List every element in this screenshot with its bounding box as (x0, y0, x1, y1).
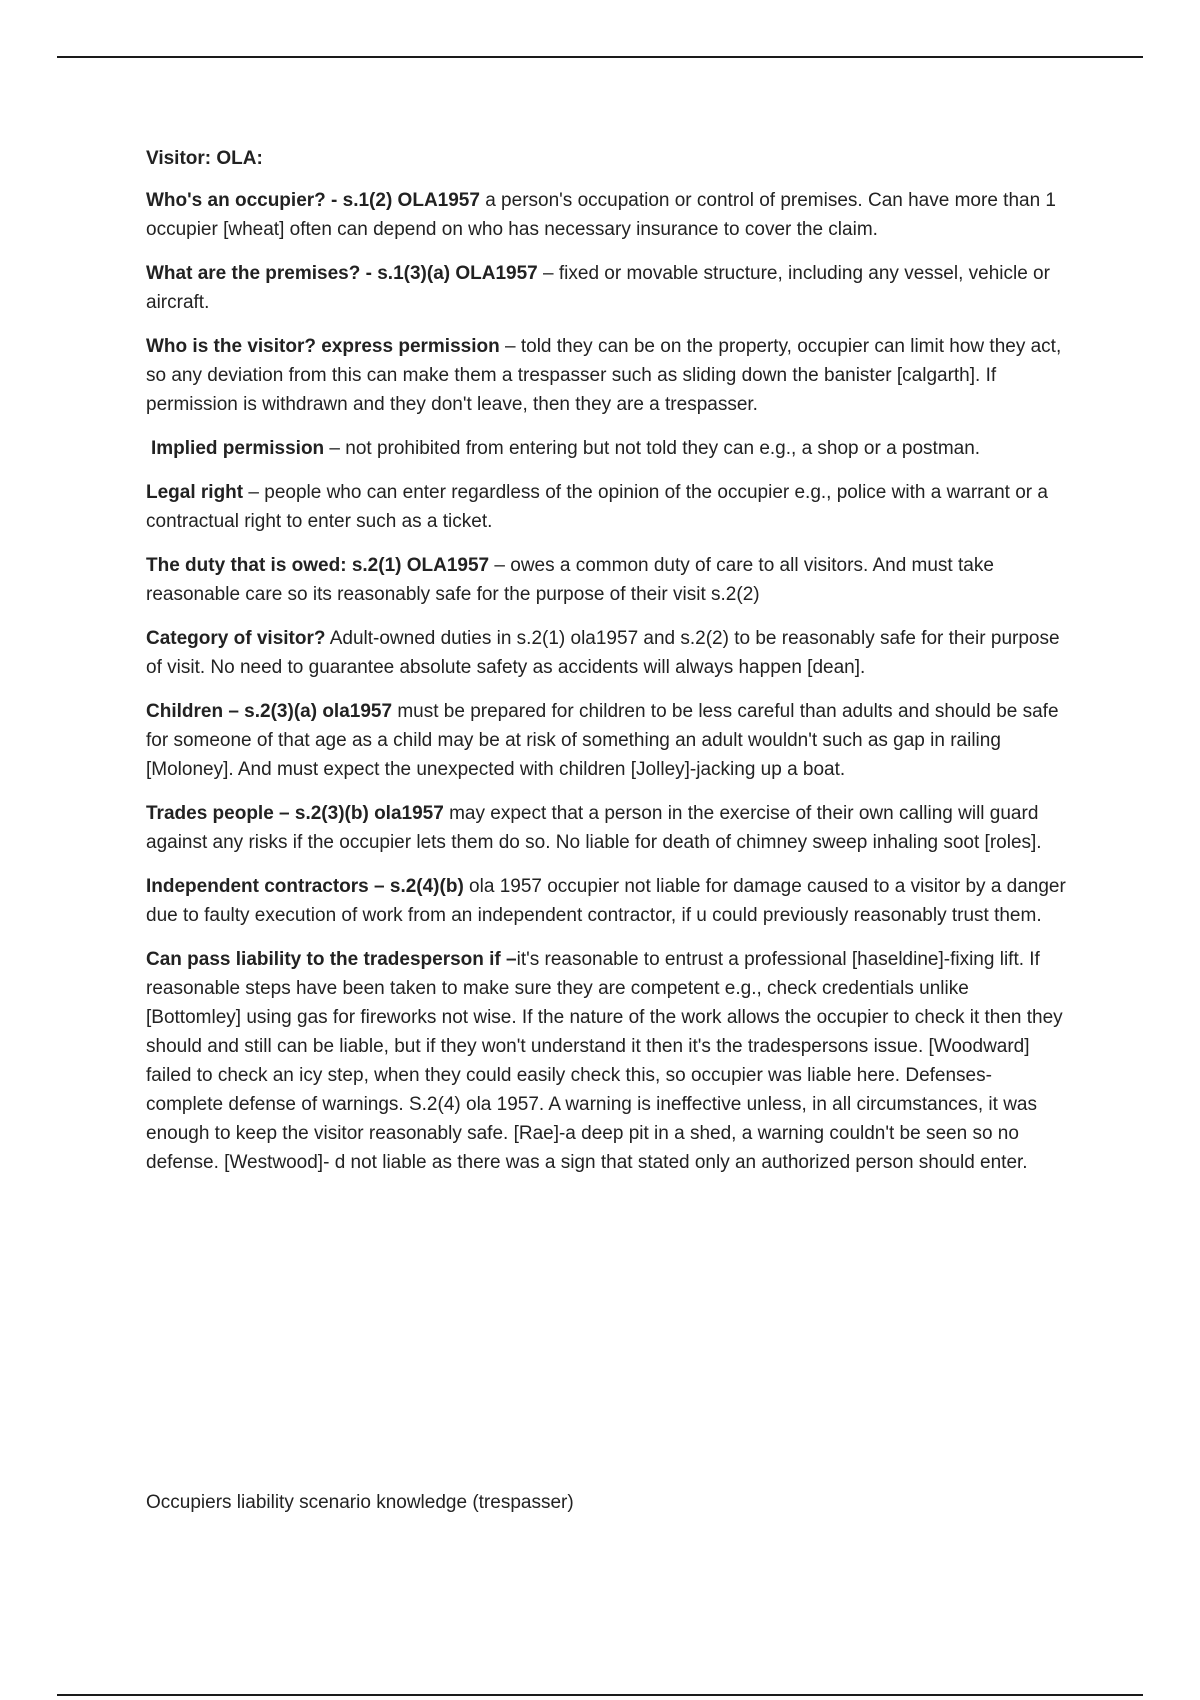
paragraph-pass-liability (146, 945, 1066, 1177)
paragraph-duty-owed (146, 551, 1066, 609)
paragraph-term: Independent contractors – s.2(4)(b) (146, 876, 464, 897)
paragraph-text: ola 1957 occupier not liable for damage caused to a visitor by a danger due to faulty execution of work from an independent contractor, if u could previously reasonably trust them. (146, 876, 1066, 926)
paragraph-term: Who's an occupier? - s.1(2) OLA1957 (146, 190, 480, 211)
paragraph-text: – owes a common duty of care to all visitors. And must take reasonable care so its reasonably safe for the purpose of their visit s.2(2) (146, 555, 994, 605)
paragraph-text: must be prepared for children to be less careful than adults and should be safe for someone of that age as a child may be at risk of something an adult wouldn't such as gap in railing [Moloney]. And must expect the unexpected with children [Jolley]-jacking up a boat. (146, 701, 1059, 780)
next-section-title: Occupiers liability scenario knowledge (trespasser) (146, 1492, 574, 1513)
paragraph-term-section: - s.1(3)(a) OLA1957 (360, 263, 538, 284)
top-rule (57, 56, 1143, 58)
paragraph-term: Implied permission (151, 438, 325, 459)
paragraph-term: Children – s.2(3)(a) ola1957 (146, 701, 393, 722)
paragraph-term: Can pass liability to the tradesperson if – (146, 949, 517, 970)
document-body (146, 144, 1066, 1192)
paragraph-occupier (146, 186, 1066, 244)
paragraph-term: What are the premises? (146, 263, 361, 284)
paragraph-term: Who is the visitor? express permission (146, 336, 500, 357)
paragraph-term: Legal right (146, 482, 244, 503)
paragraph-premises (146, 259, 1066, 317)
paragraph-implied-permission (146, 434, 1066, 463)
paragraph-term: Trades people – s.2(3)(b) ola1957 (146, 803, 444, 824)
paragraph-text: it's reasonable to entrust a professional [haseldine]-fixing lift. If reasonable steps have been taken to make sure they are competent e.g., check credentials unlike [Bottomley] using gas for fireworks not wise. If the nature of the work allows the occupier to check it then they should and still can be liable, but if they won't understand it then it's the tradespersons issue. [Woodward] failed to check an icy step, when they could easily check this, so occupier was liable here. Defenses- complete defense of warnings. S.2(4) ola 1957. A warning is ineffective unless, in all circumstances, it was enough to keep the visitor reasonably safe. [Rae]-a deep pit in a shed, a warning couldn't be seen so no defense. [Westwood]- d not liable as there was a sign that stated only an authorized person should enter. (146, 949, 1063, 1173)
paragraph-text: – fixed or movable structure, including any vessel, vehicle or aircraft. (146, 263, 1050, 313)
bottom-rule (57, 1694, 1143, 1696)
paragraph-trades-people (146, 799, 1066, 857)
paragraph-text: Adult-owned duties in s.2(1) ola1957 and s.2(2) to be reasonably safe for their purpose of visit. No need to guarantee absolute safety as accidents will always happen [dean]. (146, 628, 1060, 678)
paragraph-term: Category of visitor? (146, 628, 326, 649)
paragraph-visitor-express (146, 332, 1066, 419)
paragraph-independent-contractors (146, 872, 1066, 930)
document-heading: Visitor: OLA: (146, 148, 263, 169)
paragraph-term: The duty that is owed: s.2(1) OLA1957 (146, 555, 490, 576)
paragraph-category-visitor (146, 624, 1066, 682)
paragraph-text: a person's occupation or control of premises. Can have more than 1 occupier [wheat] often can depend on who has necessary insurance to cover the claim. (146, 190, 1056, 240)
paragraph-text: may expect that a person in the exercise of their own calling will guard against any risks if the occupier lets them do so. No liable for death of chimney sweep inhaling soot [roles]. (146, 803, 1042, 853)
paragraph-children (146, 697, 1066, 784)
paragraph-text: – not prohibited from entering but not told they can e.g., a shop or a postman. (324, 438, 981, 459)
paragraph-text: – people who can enter regardless of the opinion of the occupier e.g., police with a warrant or a contractual right to enter such as a ticket. (146, 482, 1048, 532)
paragraph-text: – told they can be on the property, occupier can limit how they act, so any deviation from this can make them a trespasser such as sliding down the banister [calgarth]. If permission is withdrawn and they don't leave, then they are a trespasser. (146, 336, 1062, 415)
paragraph-legal-right (146, 478, 1066, 536)
